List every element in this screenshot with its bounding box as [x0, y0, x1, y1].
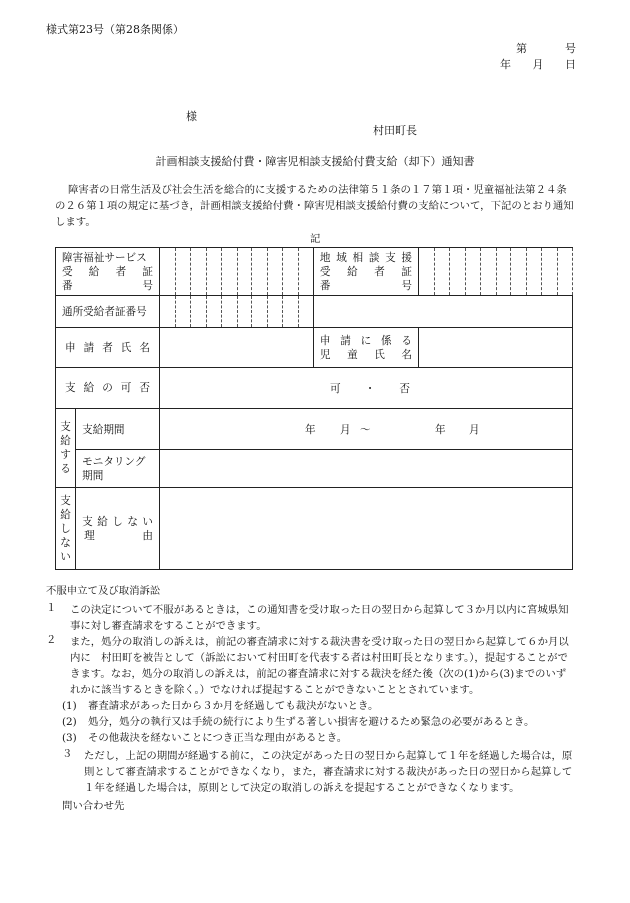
char: 支 [65, 382, 76, 394]
char: 申 [65, 341, 76, 354]
char: 請 [340, 334, 351, 347]
sub-3-number: (3) [62, 732, 77, 744]
deny-side-label [56, 488, 76, 570]
ki-mark: 記 [310, 233, 321, 245]
date-day: 日 [565, 58, 576, 71]
char: 給 [60, 508, 71, 521]
document-date [500, 58, 576, 72]
char: る [401, 334, 413, 347]
intro-paragraph: 障害者の日常生活及び社会生活を総合的に支援するための法律第５１条の１７第１項・児童福祉法第２４条の２６第１項の規定に基づき，計画相談支援給付費・障害児相談支援給付費の支給について，下記のとおり通知します。 [55, 184, 574, 228]
monitoring-label [76, 450, 160, 488]
char: 児 [319, 348, 331, 361]
region-cert-digit[interactable] [449, 248, 465, 296]
region-cert-digit[interactable] [434, 248, 449, 296]
day-cert-digit[interactable] [237, 296, 252, 328]
day-cert-digit[interactable] [252, 296, 268, 328]
region-cert-digit[interactable] [558, 248, 573, 296]
char: 請 [83, 341, 95, 354]
sub-3-text: その他裁決を経ないことにつき正当な理由があるとき。 [88, 732, 348, 744]
char: 号 [401, 279, 413, 292]
notes-heading: 不服申立て及び取消訴訟 [46, 585, 161, 597]
day-cert-digit[interactable] [206, 296, 221, 328]
service-cert-digit[interactable] [237, 248, 252, 296]
char: 係 [381, 334, 392, 347]
char: の [102, 382, 113, 394]
form-id: 様式第23号（第28条関係） [46, 23, 184, 36]
service-cert-digit[interactable] [206, 248, 221, 296]
day-cert-digit[interactable] [299, 296, 314, 328]
service-cert-digit[interactable] [190, 248, 206, 296]
monitoring-label-line2: 期間 [82, 469, 104, 482]
day-cert-digit[interactable] [175, 296, 190, 328]
char: い [142, 515, 153, 528]
region-cert-digit[interactable] [419, 248, 435, 296]
date-month: 月 [532, 58, 544, 71]
region-cert-digit[interactable] [480, 248, 496, 296]
char: 支 [82, 515, 93, 528]
char: 申 [319, 334, 331, 347]
period-end-year: 年 [435, 424, 446, 436]
service-cert-label [56, 248, 160, 296]
char: 否 [139, 382, 150, 394]
char: 童 [347, 348, 358, 361]
note-1-body: この決定について不服があるときは，この通知書を受け取った日の翌日から起算して３か月以内に宮城県知事に対し審査請求をすることができます。 [70, 604, 569, 632]
char: 給 [97, 515, 108, 528]
char: 給 [88, 265, 100, 278]
approval-separator: ・ [364, 382, 376, 395]
day-cert-blank [313, 296, 572, 328]
char: 由 [142, 529, 154, 542]
addressee-suffix: 様 [186, 110, 197, 123]
char: 給 [83, 382, 95, 394]
char: 者 [102, 341, 113, 354]
region-cert-digit[interactable] [511, 248, 527, 296]
period-end-month: 月 [469, 424, 480, 436]
service-cert-digit[interactable] [221, 248, 237, 296]
period-tilde: ～ [360, 424, 371, 436]
note-3-body: ただし，上記の期間が経過する前に，この決定があった日の翌日から起算して１年を経過した場合は，原則として審査請求することができなくなり，また，審査請求に対する裁決があった日の翌日から起算して１年を経過した場合は，原則として決定の取消しの訴えを提起することができなくなります。 [84, 750, 573, 794]
region-cert-label [313, 248, 418, 296]
period-start-year: 年 [305, 424, 316, 436]
char: 氏 [120, 341, 132, 354]
child-label-line1 [320, 334, 412, 348]
service-cert-digit[interactable] [252, 248, 268, 296]
grant-side-label [56, 409, 76, 488]
service-cert-label-line1: 障害福祉サービス [62, 251, 147, 264]
date-year: 年 [500, 58, 511, 71]
char: 給 [60, 435, 71, 447]
region-cert-digit[interactable] [496, 248, 511, 296]
char: 受 [319, 265, 331, 278]
char: 番 [319, 279, 331, 292]
period-label: 支給期間 [76, 409, 160, 450]
char: 可 [120, 382, 132, 394]
region-cert-label-line2 [320, 265, 412, 279]
char: 者 [374, 265, 385, 278]
day-cert-digit[interactable] [268, 296, 283, 328]
char: 名 [139, 341, 150, 354]
char: 受 [62, 265, 73, 278]
child-label [313, 328, 418, 368]
child-name-field[interactable] [419, 328, 573, 368]
note-2-body: また，処分の取消しの訴えは，前記の審査請求に対する裁決書を受け取った日の翌日から起算して６か月以内に 村田町を被告として（訴訟において村田町を代表する者は村田町長となります。），提起することができます。なお，処分の取消しの訴えは，前記の審査請求に対する裁決を経た後（次の(1)から(3)までのいずれかに該当するときを除く。）でなければ提起することができないこととされています。 [70, 636, 569, 696]
number-suffix: 号 [565, 42, 576, 55]
note-2-number: ２ [46, 634, 57, 646]
applicant-name-field[interactable] [160, 328, 314, 368]
char: し [112, 515, 123, 528]
char: 支 [385, 251, 396, 264]
char: 理 [84, 529, 95, 542]
document-number [516, 42, 576, 56]
reason-label [76, 488, 160, 570]
char: な [60, 536, 71, 549]
char: に [360, 334, 372, 347]
service-cert-digit[interactable] [299, 248, 314, 296]
number-prefix: 第 [516, 42, 527, 55]
notice-table [55, 247, 573, 570]
char: な [127, 515, 138, 528]
char: る [60, 463, 71, 475]
sub-2-text: 処分，処分の執行又は手続の続行により生ずる著しい損害を避けるため緊急の必要があるとき。 [88, 716, 535, 728]
region-cert-digit[interactable] [465, 248, 480, 296]
char: 番 [62, 279, 73, 292]
char: 支 [60, 494, 71, 507]
approval-yes: 可 [330, 382, 341, 395]
approval-no: 否 [399, 382, 411, 395]
period-value[interactable] [160, 409, 573, 450]
day-cert-digit[interactable] [283, 296, 299, 328]
sub-2-number: (2) [62, 716, 77, 728]
sub-1-text: 審査請求があった日から３か月を経過しても裁決がないとき。 [88, 700, 379, 712]
char: 証 [142, 265, 153, 278]
char: 支 [60, 421, 71, 433]
char: 地 [319, 251, 331, 264]
char: 域 [336, 251, 347, 264]
char: い [60, 550, 71, 563]
sender: 村田町長 [373, 124, 417, 137]
char: 援 [401, 251, 412, 264]
child-label-line2 [320, 348, 412, 362]
note-3-text [84, 748, 576, 796]
char: 談 [368, 251, 380, 264]
char: 給 [347, 265, 358, 278]
sub-1-number: (1) [62, 700, 77, 712]
char: す [60, 449, 71, 461]
applicant-label [56, 328, 160, 368]
service-cert-digit[interactable] [283, 248, 299, 296]
note-1-text [70, 602, 576, 634]
service-cert-digit[interactable] [268, 248, 283, 296]
reason-value[interactable] [160, 488, 573, 570]
region-cert-label-line1 [320, 251, 412, 265]
service-cert-label-line2 [62, 265, 153, 279]
day-cert-label: 通所受給者証番号 [56, 296, 160, 328]
char: 号 [142, 279, 154, 292]
period-start-month: 月 [340, 424, 351, 436]
day-cert-digit[interactable] [190, 296, 206, 328]
region-cert-digit[interactable] [527, 248, 542, 296]
note-2-text [70, 634, 576, 698]
approval-value[interactable] [160, 368, 573, 409]
contact-label: 問い合わせ先 [62, 800, 125, 812]
document-title: 計画相談支援給付費・障害児相談支援給付費支給（却下）通知書 [155, 155, 475, 168]
reason-label-line1 [82, 515, 153, 529]
monitoring-label-line1: モニタリング [82, 455, 146, 468]
note-1-number: １ [46, 602, 57, 614]
monitoring-value[interactable] [160, 450, 573, 488]
region-cert-digit[interactable] [542, 248, 558, 296]
char: 者 [115, 265, 127, 278]
char: 名 [401, 348, 412, 361]
char: 証 [401, 265, 412, 278]
note-3-number: ３ [62, 748, 73, 760]
region-cert-label-line3 [320, 279, 412, 293]
day-cert-digit[interactable] [160, 296, 176, 328]
char: 相 [352, 251, 364, 264]
char: 氏 [374, 348, 385, 361]
service-cert-label-line3 [62, 279, 153, 293]
day-cert-digit[interactable] [221, 296, 237, 328]
approval-label [56, 368, 160, 409]
char: し [60, 522, 71, 535]
service-cert-digit[interactable] [175, 248, 190, 296]
reason-label-line2 [82, 529, 153, 543]
service-cert-digit[interactable] [160, 248, 176, 296]
